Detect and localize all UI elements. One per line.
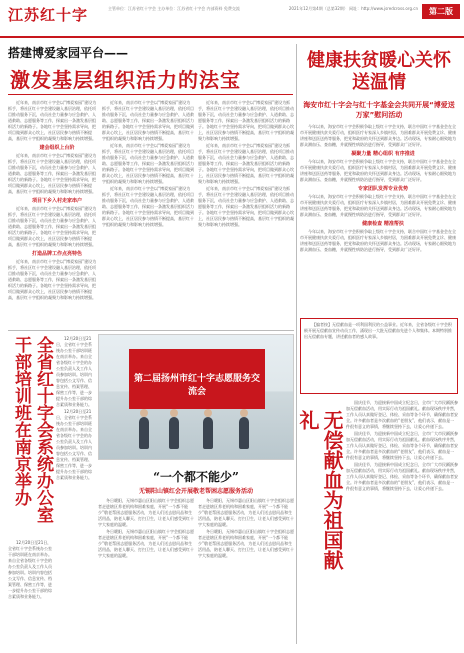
main-story-body: 近年来，南京市红十字会以“博爱家园”建设为抓手，将社区红十字会建设融入基层治理，依托项目推动服务下沉，动员社会力量参与应急救护、人道救助、志愿服务等工作，探索出一条激发基层组织活力的新路子。各地红十字会坚持需求导向，把项目做到群众心坎上，社区居民参与热情不断提高，基层红十字组织的凝聚力和影响力持续增强。 [102,100,194,141]
volunteer-story-subtitle: 无锡阳山镇红会开展敬老帮困志愿服务活动 [138,488,253,495]
health-story-paragraph: 今年以来，海安市红十字会积极争取上级红十字会支持，联合中国红十字基金会在全市开展健康扶贫关爱行动，组织医疗专家深入乡镇村居，为困难群众开展免费义诊、健康讲座和送医送药等服务，把党和政府的关怀送到群众身边。活动现场，专家耐心细致地为群众测血压、查血糖，并就慢性病防治进行指导，受到群众广泛好评。 [300,194,456,217]
masthead [0,0,464,38]
section-rule [8,330,294,331]
edition-badge: 第二版 [422,4,460,19]
health-story-paragraph: 今年以来，海安市红十字会积极争取上级红十字会支持，联合中国红十字基金会在全市开展健康扶贫关爱行动，组织医疗专家深入乡镇村居，为困难群众开展免费义诊、健康讲座和送医送药等服务，把党和政府的关怀送到群众身边。活动现场，专家耐心细致地为群众测血压、查血糖，并就慢性病防治进行指导，受到群众广泛好评。 [300,229,456,252]
health-story-subtitle: 海安市红十字会与红十字基金会共同开展“博爱送万家”慰问活动 [303,101,455,119]
event-banner [129,349,265,409]
health-story-title: 健康扶贫暖心关怀送温情 [307,50,451,93]
training-story-paragraph: 12月20日至21日，全省红十字会系统办公室干部培训班在南京举办。来自全省各级红十字会的办公室负责人及工作人员参加培训。培训内容包括公文写作、信息宣传、档案管理、保密工作等，进一步提升办公室干部的综合素质和业务能力。 [56,409,92,480]
main-story-subhead-3: 打造品牌工作点亮特色 [31,251,82,257]
issue-info: 2021年12月第4期（总第32期） 网址：http://www.jsredcross.org.cn [288,6,418,11]
health-story-body [300,124,458,314]
volunteer-story-paragraph: 冬日暖阳，无锡市惠山区阳山镇红十字会组织志愿者走进辖区养老机构和困难家庭，开展“一个都不能少”敬老帮困志愿服务活动，为老人们送去慰问品和生活用品，陪老人聊天、打扫卫生，让老人们感受到红十字大家庭的温暖。 [198,498,294,527]
newspaper-logo: 江苏红十字 [8,6,89,24]
editor-note-text: 【编者按】无偿献血是一项利国利民的公益事业。近年来，全省各级红十字会积极开展无偿献血宣传动员工作，涌现出一大批无偿献血先进个人和集体。本期特别推出无偿献血专题，讲述献血者的感人故事。 [304,322,452,339]
main-story-subhead-1: 建会组织上台阶 [39,145,75,151]
title-rule [8,94,293,95]
blood-donation-paragraph: 国庆佳节，为迎接新中国成立纪念日，全市广大市民踊跃参加无偿献血活动，用实际行动为祖国献礼。献血现场秩序井然，工作人员认真做好登记、体检、采血等各个环节，确保献血者安全。许多献血者是多次献血的“老朋友”，他们表示，献血是一件很有意义的事情，将继续坚持下去，让爱心传递下去。 [346,462,458,491]
main-story-subhead-2: 项目下乡入村走家串户 [31,198,82,204]
person-figure [169,417,179,449]
volunteer-story-col-1 [98,498,194,644]
event-photo [98,334,294,460]
health-story-paragraph: 今年以来，海安市红十字会积极争取上级红十字会支持，联合中国红十字基金会在全市开展健康扶贫关爱行动，组织医疗专家深入乡镇村居，为困难群众开展免费义诊、健康讲座和送医送药等服务，把党和政府的关怀送到群众身边。活动现场，专家耐心细致地为群众测血压、查血糖，并就慢性病防治进行指导，受到群众广泛好评。 [300,159,456,182]
volunteer-story-paragraph: 冬日暖阳，无锡市惠山区阳山镇红十字会组织志愿者走进辖区养老机构和困难家庭，开展“一个都不能少”敬老帮困志愿服务活动，为老人们送去慰问品和生活用品，陪老人聊天、打扫卫生，让老人们感受到红十字大家庭的温暖。 [198,529,294,558]
main-story-body: 近年来，南京市红十字会以“博爱家园”建设为抓手，将社区红十字会建设融入基层治理，依托项目推动服务下沉，动员社会力量参与应急救护、人道救助、志愿服务等工作，探索出一条激发基层组织活力的新路子。各地红十字会坚持需求导向，把项目做到群众心坎上，社区居民参与热情不断提高，基层红十字组织的凝聚力和影响力持续增强。 [8,100,97,141]
main-story-body: 近年来，南京市红十字会以“博爱家园”建设为抓手，将社区红十字会建设融入基层治理，依托项目推动服务下沉，动员社会力量参与应急救护、人道救助、志愿服务等工作，探索出一条激发基层组织活力的新路子。各地红十字会坚持需求导向，把项目做到群众心坎上，社区居民参与热情不断提高，基层红十字组织的凝聚力和影响力持续增强。 [8,259,97,300]
training-story-paragraph: 12月20日至21日，全省红十字会系统办公室干部培训班在南京举办。来自全省各级红十字会的办公室负责人及工作人员参加培训。培训内容包括公文写作、信息宣传、档案管理、保密工作等，进一步提升办公室干部的综合素质和业务能力。 [56,336,92,407]
training-story-title: 全省红十字会系统办公室干部培训班在南京举办 [11,336,53,523]
blood-donation-body [346,400,458,644]
banner-text: 第二届扬州市红十字志愿服务交流会 [133,374,260,397]
volunteer-story-paragraph: 冬日暖阳，无锡市惠山区阳山镇红十字会组织志愿者走进辖区养老机构和困难家庭，开展“一个都不能少”敬老帮困志愿服务活动，为老人们送去慰问品和生活用品，陪老人聊天、打扫卫生，让老人们感受到红十字大家庭的温暖。 [98,529,194,558]
main-story-title: 激发基层组织活力的法宝 [10,68,241,92]
person-figure [239,417,249,449]
main-story-body: 近年来，南京市红十字会以“博爱家园”建设为抓手，将社区红十字会建设融入基层治理，依托项目推动服务下沉，动员社会力量参与应急救护、人道救助、志愿服务等工作，探索出一条激发基层组织活力的新路子。各地红十字会坚持需求导向，把项目做到群众心坎上，社区居民参与热情不断提高，基层红十字组织的凝聚力和影响力持续增强。 [8,153,97,194]
main-story-body: 近年来，南京市红十字会以“博爱家园”建设为抓手，将社区红十字会建设融入基层治理，依托项目推动服务下沉，动员社会力量参与应急救护、人道救助、志愿服务等工作，探索出一条激发基层组织活力的新路子。各地红十字会坚持需求导向，把项目做到群众心坎上，社区居民参与热情不断提高，基层红十字组织的凝聚力和影响力持续增强。 [102,143,194,184]
main-story-body: 近年来，南京市红十字会以“博爱家园”建设为抓手，将社区红十字会建设融入基层治理，依托项目推动服务下沉，动员社会力量参与应急救护、人道救助、志愿服务等工作，探索出一条激发基层组织活力的新路子。各地红十字会坚持需求导向，把项目做到群众心坎上，社区居民参与热情不断提高，基层红十字组织的凝聚力和影响力持续增强。 [198,186,294,227]
training-story-body [56,336,94,636]
volunteer-story-title: “一个都不能少” [153,470,239,484]
training-story-paragraph: 12月20日至21日，全省红十字会系统办公室干部培训班在南京举办。来自全省各级红十字会的办公室负责人及工作人员参加培训。培训内容包括公文写作、信息宣传、档案管理、保密工作等，进一步提升办公室干部的综合素质和业务能力。 [8,540,52,599]
person-figure [203,417,213,449]
main-story-body: 近年来，南京市红十字会以“博爱家园”建设为抓手，将社区红十字会建设融入基层治理，依托项目推动服务下沉，动员社会力量参与应急救护、人道救助、志愿服务等工作，探索出一条激发基层组织活力的新路子。各地红十字会坚持需求导向，把项目做到群众心坎上，社区居民参与热情不断提高，基层红十字组织的凝聚力和影响力持续增强。 [102,186,194,227]
health-story-subhead-1: 凝聚力量 精心组织 有序推进 [351,151,415,157]
volunteer-story-col-2 [198,498,294,644]
main-story-kicker: 搭建博爱家园平台—— [8,46,129,60]
blood-donation-paragraph: 国庆佳节，为迎接新中国成立纪念日，全市广大市民踊跃参加无偿献血活动，用实际行动为祖国献礼。献血现场秩序井然，工作人员认真做好登记、体检、采血等各个环节，确保献血者安全。许多献血者是多次献血的“老朋友”，他们表示，献血是一件很有意义的事情，将继续坚持下去，让爱心传递下去。 [346,431,458,460]
column-divider [296,44,297,644]
person-figure [139,417,149,449]
main-story-body: 近年来，南京市红十字会以“博爱家园”建设为抓手，将社区红十字会建设融入基层治理，依托项目推动服务下沉，动员社会力量参与应急救护、人道救助、志愿服务等工作，探索出一条激发基层组织活力的新路子。各地红十字会坚持需求导向，把项目做到群众心坎上，社区居民参与热情不断提高，基层红十字组织的凝聚力和影响力持续增强。 [198,143,294,184]
main-story-col-2 [102,100,194,328]
volunteer-story-paragraph: 冬日暖阳，无锡市惠山区阳山镇红十字会组织志愿者走进辖区养老机构和困难家庭，开展“一个都不能少”敬老帮困志愿服务活动，为老人们送去慰问品和生活用品，陪老人聊天、打扫卫生，让老人们感受到红十字大家庭的温暖。 [98,498,194,527]
health-story-paragraph: 今年以来，海安市红十字会积极争取上级红十字会支持，联合中国红十字基金会在全市开展健康扶贫关爱行动，组织医疗专家深入乡镇村居，为困难群众开展免费义诊、健康讲座和送医送药等服务，把党和政府的关怀送到群众身边。活动现场，专家耐心细致地为群众测血压、查血糖，并就慢性病防治进行指导，受到群众广泛好评。 [300,124,456,147]
health-story-subhead-2: 专家团队发挥专业优势 [357,186,408,192]
training-story-body-bottom [8,540,54,644]
blood-donation-title: 无偿献血为祖国献礼 [296,410,344,570]
editor-note-box [300,318,458,394]
main-story-col-1 [8,100,98,328]
main-story-col-3 [198,100,294,328]
publisher-info: 主管单位：江苏省红十字会 主办单位：江苏省红十字会 内部资料 免费交流 [108,6,240,11]
main-story-body: 近年来，南京市红十字会以“博爱家园”建设为抓手，将社区红十字会建设融入基层治理，依托项目推动服务下沉，动员社会力量参与应急救护、人道救助、志愿服务等工作，探索出一条激发基层组织活力的新路子。各地红十字会坚持需求导向，把项目做到群众心坎上，社区居民参与热情不断提高，基层红十字组织的凝聚力和影响力持续增强。 [198,100,294,141]
blood-donation-paragraph: 国庆佳节，为迎接新中国成立纪念日，全市广大市民踊跃参加无偿献血活动，用实际行动为祖国献礼。献血现场秩序井然，工作人员认真做好登记、体检、采血等各个环节，确保献血者安全。许多献血者是多次献血的“老朋友”，他们表示，献血是一件很有意义的事情，将继续坚持下去，让爱心传递下去。 [346,400,458,429]
main-story-body: 近年来，南京市红十字会以“博爱家园”建设为抓手，将社区红十字会建设融入基层治理，依托项目推动服务下沉，动员社会力量参与应急救护、人道救助、志愿服务等工作，探索出一条激发基层组织活力的新路子。各地红十字会坚持需求导向，把项目做到群众心坎上，社区居民参与热情不断提高，基层红十字组织的凝聚力和影响力持续增强。 [8,206,97,247]
health-story-subhead-3: 健康检查 精准帮扶 [362,221,404,227]
